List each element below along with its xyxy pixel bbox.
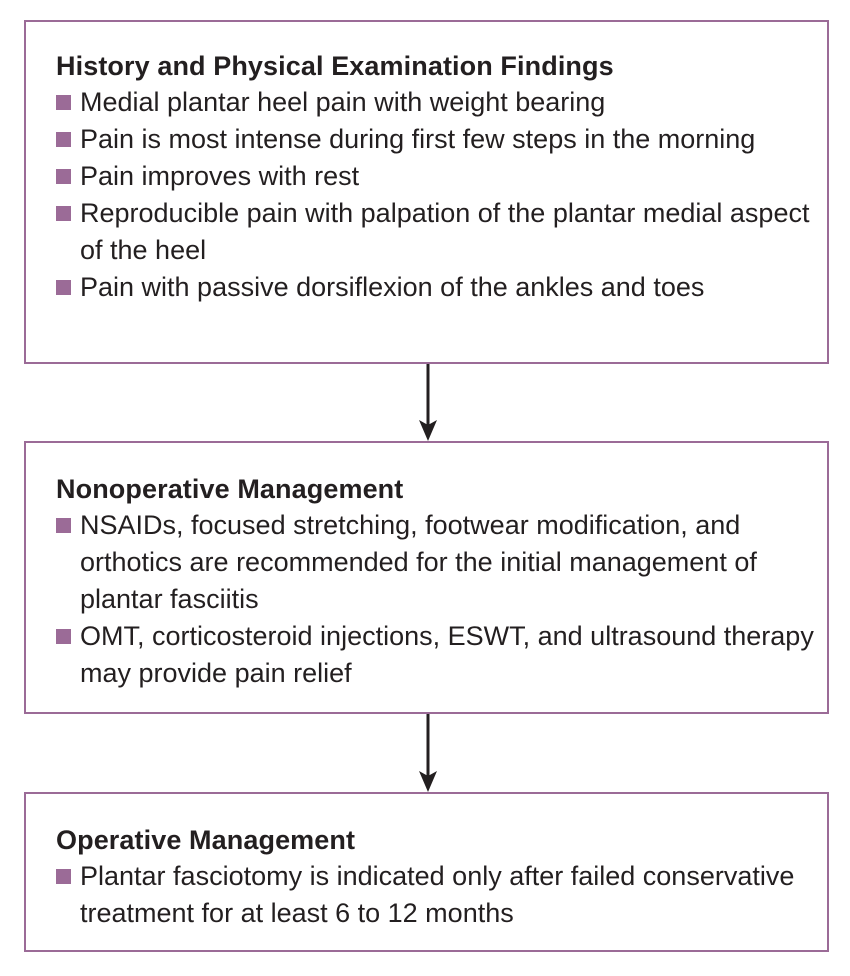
list-item-text: OMT, corticosteroid injections, ESWT, and ultrasound therapy may provide pain relief xyxy=(80,621,814,688)
operative-management-title: Operative Management xyxy=(56,825,356,855)
nonoperative-management-title: Nonoperative Management xyxy=(56,474,404,504)
list-item-text: Pain is most intense during first few steps in the morning xyxy=(80,124,756,154)
list-item-text: Pain with passive dorsiflexion of the ankles and toes xyxy=(80,272,705,302)
list-item xyxy=(56,269,815,306)
nonoperative-management-box xyxy=(24,441,829,714)
list-item xyxy=(56,858,815,932)
square-bullet-icon xyxy=(56,280,71,295)
down-arrow-icon xyxy=(416,364,440,441)
square-bullet-icon xyxy=(56,132,71,147)
history-exam-title: History and Physical Examination Findings xyxy=(56,51,614,81)
square-bullet-icon xyxy=(56,95,71,110)
square-bullet-icon xyxy=(56,869,71,884)
history-exam-box xyxy=(24,20,829,364)
operative-management-list xyxy=(56,858,815,932)
history-exam-list xyxy=(56,84,815,306)
square-bullet-icon xyxy=(56,518,71,533)
operative-management-box xyxy=(24,792,829,952)
list-item xyxy=(56,158,815,195)
list-item-text: Plantar fasciotomy is indicated only after failed conservative treatment for at least 6 to 12 months xyxy=(80,861,795,928)
down-arrow-icon xyxy=(416,714,440,792)
list-item xyxy=(56,121,815,158)
list-item xyxy=(56,507,815,618)
nonoperative-management-list xyxy=(56,507,815,692)
square-bullet-icon xyxy=(56,629,71,644)
list-item-text: Reproducible pain with palpation of the plantar medial aspect of the heel xyxy=(80,198,810,265)
list-item xyxy=(56,195,815,269)
list-item-text: NSAIDs, focused stretching, footwear modification, and orthotics are recommended for the initial management of plantar fasciitis xyxy=(80,510,757,614)
square-bullet-icon xyxy=(56,169,71,184)
list-item-text: Pain improves with rest xyxy=(80,161,360,191)
square-bullet-icon xyxy=(56,206,71,221)
list-item-text: Medial plantar heel pain with weight bearing xyxy=(80,87,606,117)
list-item xyxy=(56,84,815,121)
list-item xyxy=(56,618,815,692)
